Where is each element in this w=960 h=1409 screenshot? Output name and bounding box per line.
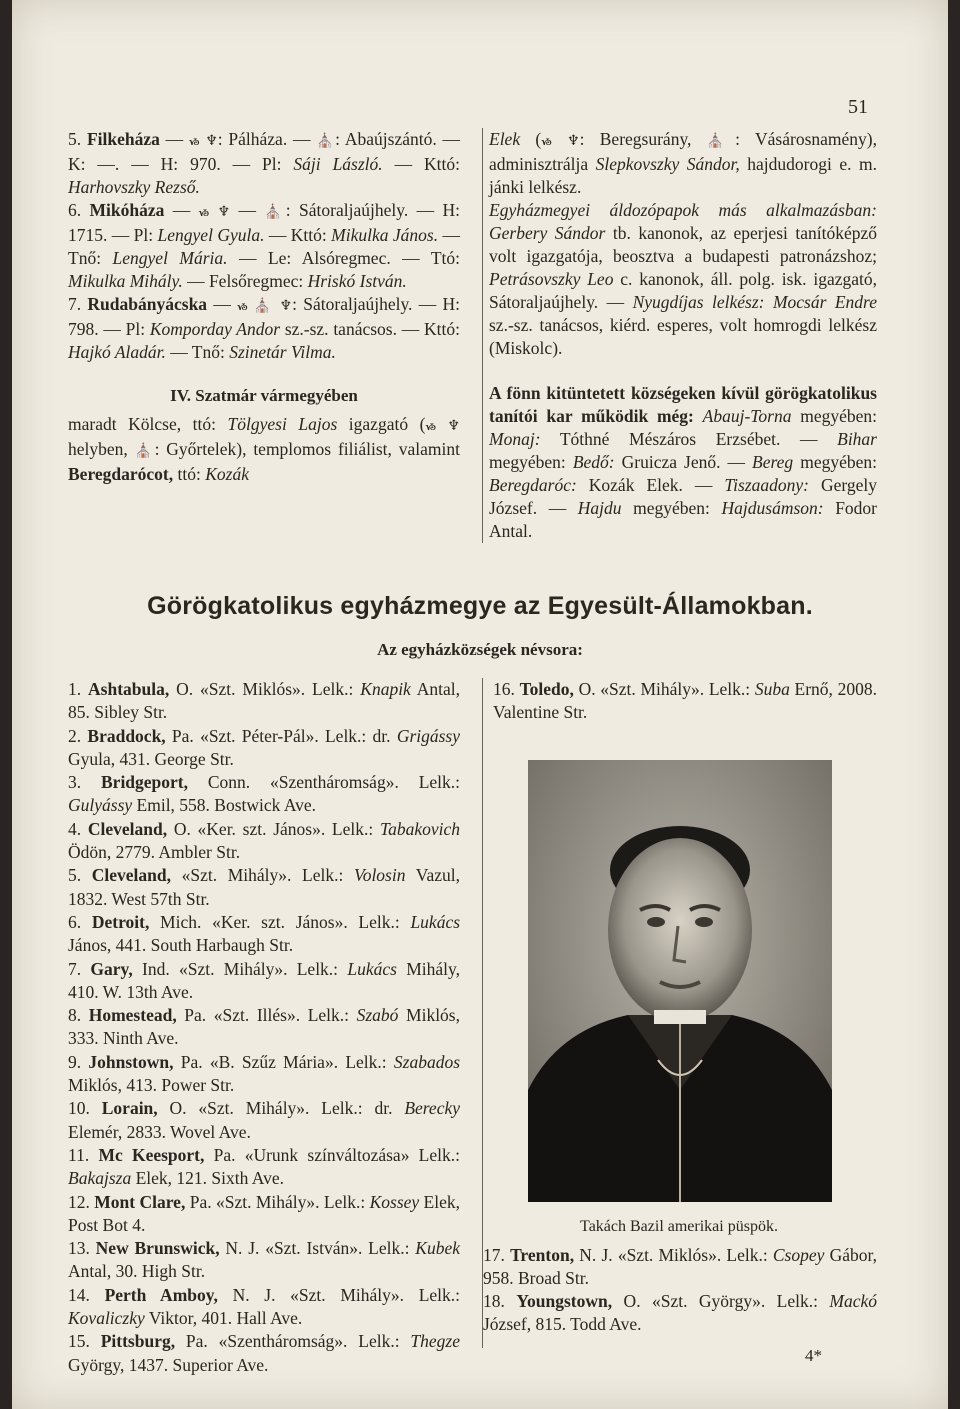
bold-term: Lorain, [101, 1098, 158, 1119]
italic-name: Abauj-Torna [702, 406, 792, 426]
italic-name: Bakajsza [68, 1168, 132, 1189]
list-entry: 7. Gary, Ind. «Szt. Mihály». Lelk.: Lukács Mihály, 410. W. 13th Ave. [68, 958, 461, 1002]
bold-term: Detroit, [91, 911, 150, 932]
list-entry: 4. Cleveland, O. «Ker. szt. János». Lelk.: Tabakovich Ödön, 2779. Ambler Str. [68, 818, 460, 863]
italic-name: Tiszaadony: [724, 475, 809, 495]
italic-name: Petrásovszky Leo [489, 269, 614, 289]
right-column-top [482, 128, 877, 543]
parish-entry-16: 16. Toledo, O. «Szt. Mihály». Lelk.: Suba Ernő, 2008. Valentine Str. [493, 679, 877, 722]
italic-name: Szabados [393, 1051, 461, 1072]
list-entry: 1. Ashtabula, O. «Szt. Miklós». Lelk.: Knapik Antal, 85. Sibley Str. [68, 679, 461, 723]
bold-term: Filkeháza [86, 129, 160, 149]
bold-term: Pittsburg, [100, 1331, 176, 1352]
italic-name: Lengyel Mária. [112, 248, 228, 268]
italic-name: Knapik [360, 679, 411, 699]
italic-name: Beregdaróc: [489, 475, 577, 495]
list-entry: 2. Braddock, Pa. «Szt. Péter-Pál». Lelk.: dr. Grigássy Gyula, 431. George Str. [68, 725, 461, 769]
list-entry: 9. Johnstown, Pa. «B. Szűz Mária». Lelk.: Szabados Miklós, 413. Power Str. [68, 1051, 461, 1096]
italic-name: Sáji László. [293, 154, 383, 174]
italic-name: Harhovszky Rezső. [68, 177, 200, 197]
church-symbol-icon: ᏹ ♆ [541, 133, 580, 149]
bold-term: Johnstown, [88, 1051, 174, 1072]
italic-name: Szinetár Vilma. [229, 342, 336, 362]
italic-name: Csopey [772, 1245, 825, 1265]
bold-term: Ashtabula, [88, 679, 170, 699]
bold-term: Mc Keesport, [98, 1144, 205, 1165]
bold-term: Braddock, [87, 725, 166, 746]
italic-name: Volosin [353, 865, 406, 886]
parish-list-left [68, 678, 460, 1377]
section-text: maradt Kölcse, ttó: Tölgyesi Lajos igazgató (ᏹ ♆ helyben, ⛪: Győrtelek), templomos filiálist, valamint Beregdarócot, ttó: Kozák [68, 414, 460, 484]
sub-title: Az egyházközségek névsora: [377, 640, 583, 659]
bold-term: Bridgeport, [101, 772, 189, 793]
bold-term: Toledo, [519, 679, 574, 699]
church-symbol-icon: ᏹ ⛪ ♆ [237, 298, 293, 314]
bold-term: New Brunswick, [95, 1238, 220, 1259]
portrait-photo [528, 760, 832, 1202]
list-entry: 5. Cleveland, «Szt. Mihály». Lelk.: Volosin Vazul, 1832. West 57th Str. [68, 865, 461, 909]
list-entry: 12. Mont Clare, Pa. «Szt. Mihály». Lelk.: Kossey Elek, Post Bot 4. [68, 1191, 460, 1235]
italic-name: Hajdu [577, 498, 622, 518]
italic-name: Suba [754, 679, 790, 699]
italic-name: Berecky [404, 1098, 460, 1119]
church-symbol-icon: ⛪ [134, 443, 155, 459]
italic-name: Slepkovszky Sándor, [595, 154, 740, 174]
list-entry: 13. New Brunswick, N. J. «Szt. István». Lelk.: Kubek Antal, 30. High Str. [68, 1238, 460, 1282]
page-number: 51 [848, 96, 868, 118]
italic-name: Lukács [410, 911, 461, 932]
italic-name: Lengyel Gyula. [157, 225, 265, 245]
portrait-caption: Takách Bazil amerikai püspök. [580, 1218, 778, 1235]
italic-name: Hajdusámson: [721, 498, 824, 518]
bold-term: Mikóháza [89, 200, 165, 220]
book-page [12, 0, 948, 1409]
paragraph-teachers: A fönn kitüntetett községeken kívül görögkatolikus tanítói kar működik még: Abauj-Torna megyében: Monaj: Tóthné Mészáros Erzsébet. — Bihar megyében: Bedő: Gruicza Jenő. — Bereg megyében: Beregdaróc: Kozák Elek. — Tiszaadony: Gergely József. — Hajdu megyében: Hajdusámson: Fodor Antal. [489, 383, 878, 541]
italic-name: Egyházmegyei áldozópapok más alkalmazásban: Gerbery Sándor [489, 200, 877, 243]
italic-name: Szabó [356, 1005, 399, 1026]
list-entry: 11. Mc Keesport, Pa. «Urunk színváltozása» Lelk.: Bakajsza Elek, 121. Sixth Ave. [68, 1144, 460, 1189]
bold-term: Mont Clare, [94, 1191, 186, 1212]
bold-term: Gary, [90, 958, 133, 979]
church-symbol-icon: ⛪ [706, 133, 736, 149]
italic-name: Bihar [837, 429, 877, 449]
italic-name: Hajkó Aladár. [68, 342, 166, 362]
church-symbol-icon: ⛪ [264, 204, 286, 220]
italic-name: Kovaliczky [68, 1308, 145, 1329]
bold-term: Cleveland, [91, 865, 171, 886]
italic-name: Tölgyesi Lajos [227, 414, 338, 434]
bold-term: Perth Amboy, [104, 1284, 218, 1305]
list-entry: 10. Lorain, O. «Szt. Mihály». Lelk.: dr. Berecky Elemér, 2833. Wovel Ave. [68, 1098, 460, 1142]
italic-name: Bereg [752, 452, 794, 472]
bold-term: Youngstown, [516, 1291, 613, 1311]
parish-list-right [482, 1244, 877, 1336]
signature-mark: 4* [805, 1346, 822, 1365]
list-entry: 5. Filkeháza — ᏹ ♆: Pálháza. — ⛪: Abaújszántó. — K: —. — H: 970. — Pl: Sáji László. — Kttó: Harhovszky Rezső. [68, 129, 461, 197]
italic-name: Kozák [205, 464, 249, 484]
bold-term: Cleveland, [87, 818, 168, 839]
list-entry: 14. Perth Amboy, N. J. «Szt. Mihály». Lelk.: Kovaliczky Viktor, 401. Hall Ave. [68, 1284, 460, 1329]
list-entry: 15. Pittsburg, Pa. «Szentháromság». Lelk.: Thegze György, 1437. Superior Ave. [68, 1331, 460, 1375]
italic-name: Kossey [369, 1191, 420, 1212]
italic-name: Mikulka János. [331, 225, 439, 245]
list-entry: 3. Bridgeport, Conn. «Szentháromság». Lelk.: Gulyássy Emil, 558. Bostwick Ave. [68, 772, 460, 816]
bold-term: Beregdarócot, [68, 464, 174, 484]
italic-name: Mikulka Mihály. [68, 271, 183, 291]
village-entries [68, 128, 460, 364]
list-entry: 7. Rudabányácska — ᏹ ⛪ ♆: Sátoraljaújhely. — H: 798. — Pl: Komporday Andor sz.-sz. tanácsos. — Kttó: Hajkó Aladár. — Tnő: Szinetár Vilma. [68, 294, 461, 362]
left-column-top [68, 128, 460, 486]
paragraph-clergy: Egyházmegyei áldozópapok más alkalmazásban: Gerbery Sándor tb. kanonok, az eperjesi tanítóképző volt igazgatója, beosztva a budapesti patronázshoz; Petrásovszky Leo c. kanonok, áll. polg. isk. igazgató, Sátoraljaújhely. — Nyugdíjas lelkész: Mocsár Endre sz.-sz. tanácsos, kiérd. esperes, volt homrogdi lelkész (Miskolc). [489, 200, 877, 358]
italic-name: Tabakovich [379, 818, 460, 839]
italic-name: Lukács [347, 958, 397, 979]
church-symbol-icon: ᏹ ♆ [188, 133, 218, 149]
list-entry: 6. Mikóháza — ᏹ ♆ — ⛪: Sátoraljaújhely. — H: 1715. — Pl: Lengyel Gyula. — Kttó: Mikulka János. — Tnő: Lengyel Mária. — Le: Alsóregmec. — Ttó: Mikulka Mihály. — Felsőregmec: Hriskó István. [68, 200, 460, 291]
main-title: Görögkatolikus egyházmegye az Egyesült-Államokban. [147, 592, 813, 620]
italic-name: Kubek [415, 1238, 460, 1259]
italic-name: Nyugdíjas lelkész: Mocsár Endre [632, 292, 877, 312]
list-entry: 6. Detroit, Mich. «Ker. szt. János». Lelk.: Lukács János, 441. South Harbaugh Str. [68, 911, 461, 956]
italic-name: Elek [489, 129, 521, 149]
list-entry: 17. Trenton, N. J. «Szt. Miklós». Lelk.: Csopey Gábor, 958. Broad Str. [483, 1245, 877, 1288]
church-symbol-icon: ⛪ [316, 133, 336, 149]
paragraph-continuation: Elek (ᏹ ♆: Beregsurány, ⛪: Vásárosnamény), adminisztrálja Slepkovszky Sándor, hajdudorogi e. m. jánki lelkész. [489, 129, 877, 197]
italic-name: Monaj: [489, 429, 541, 449]
bold-term: Homestead, [88, 1005, 177, 1026]
italic-name: Thegze [410, 1331, 460, 1352]
bold-term: Rudabányácska [87, 294, 208, 314]
church-symbol-icon: ᏹ ♆ [198, 204, 231, 220]
bold-term: Trenton, [510, 1245, 575, 1265]
italic-name: Bedő: [572, 452, 615, 472]
section-heading: IV. Szatmár vármegyében [170, 386, 358, 405]
church-symbol-icon: ᏹ ♆ [425, 418, 460, 434]
italic-name: Hriskó István. [307, 271, 407, 291]
list-entry: 8. Homestead, Pa. «Szt. Illés». Lelk.: Szabó Miklós, 333. Ninth Ave. [68, 1005, 460, 1049]
italic-name: Grigássy [396, 725, 461, 746]
italic-name: Komporday Andor [149, 319, 281, 339]
bold-term: A fönn kitüntetett községeken kívül görögkatolikus tanítói kar működik még: [489, 383, 877, 426]
italic-name: Gulyássy [68, 795, 133, 816]
list-entry: 18. Youngstown, O. «Szt. György». Lelk.: Mackó József, 815. Todd Ave. [483, 1291, 877, 1334]
italic-name: Mackó [829, 1291, 877, 1311]
